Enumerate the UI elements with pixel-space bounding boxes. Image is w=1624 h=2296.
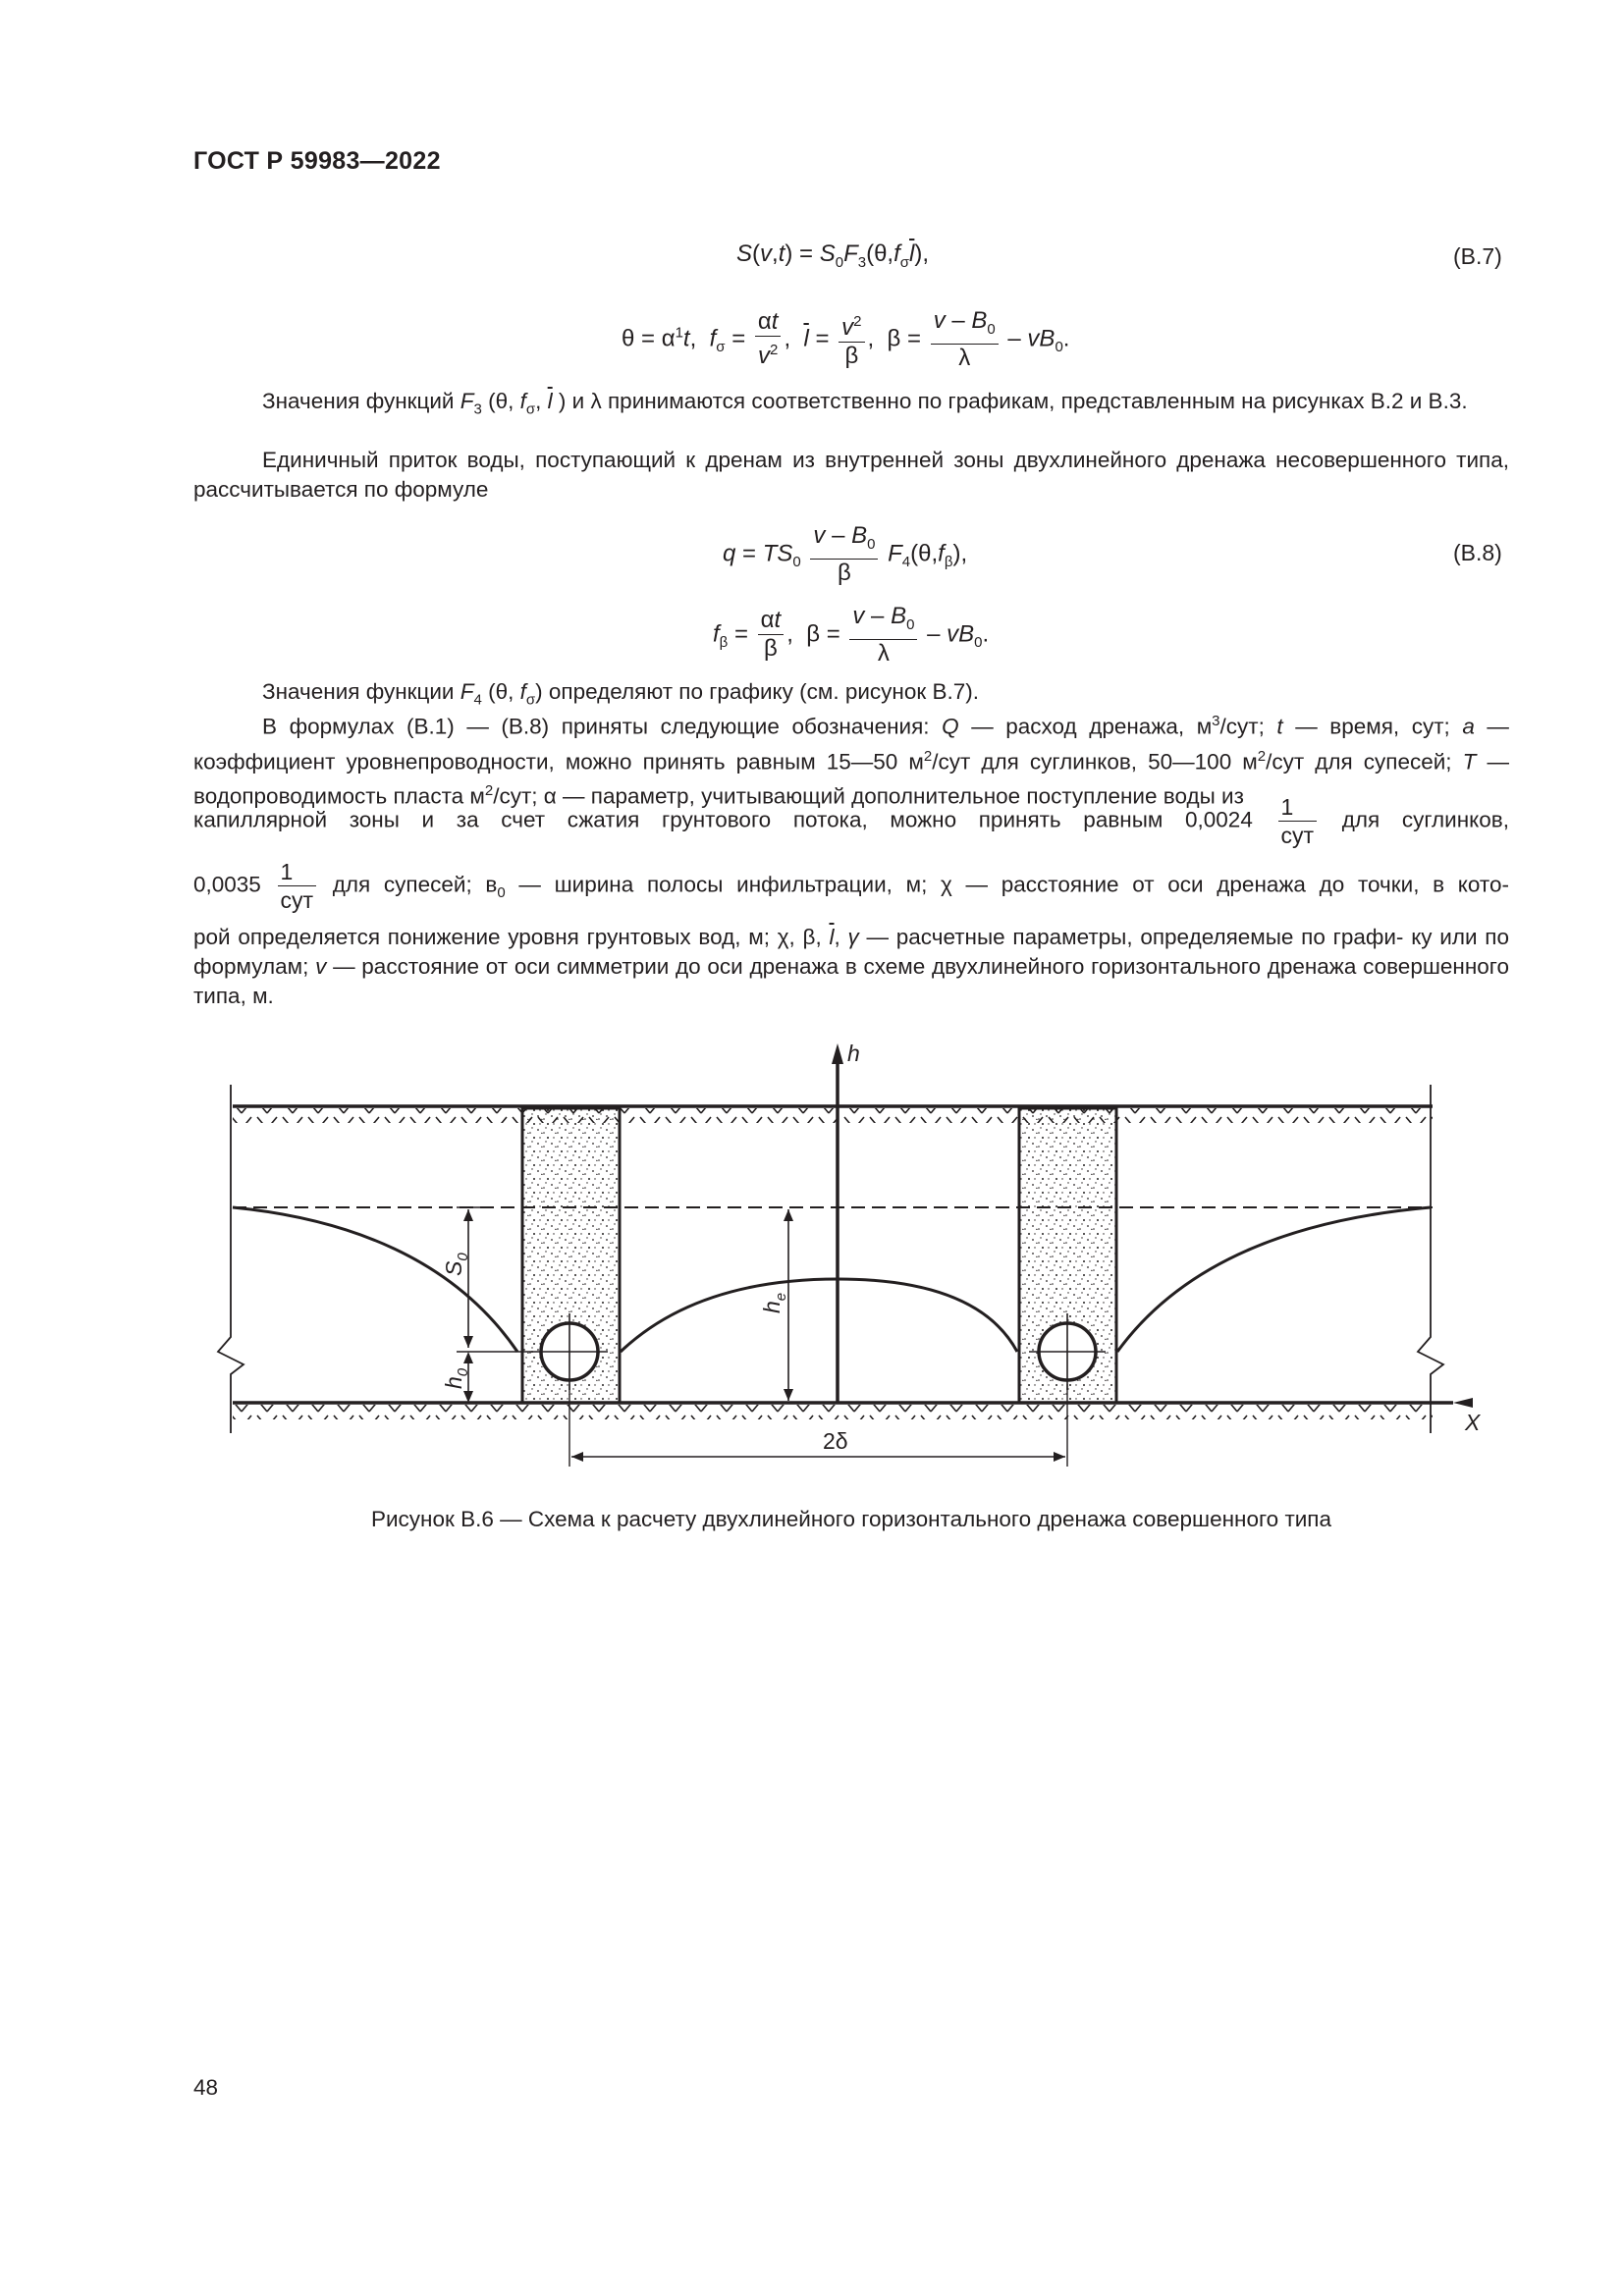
formula-b7-params: $\theta = \alpha^1t$, $f_\sigma$ = $\frac{\alpha t}{v^2}$ , $\overline{l}$ = $\frac{v^2}{\beta}$ , β = $\frac{v - B_0}{\lambda}$ – $vB_0$. — [622, 307, 1070, 371]
formula-b8: $q = TS_0$ $\frac{v - B_0}{\beta}$ $F_4(\theta,f_\beta)$, — [723, 522, 968, 586]
two-delta-label: 2δ — [823, 1428, 848, 1454]
he-label: $h_e$ — [759, 1292, 789, 1313]
paragraph-notation-line-5: 0,0035 $\frac{1}{\text{сут}}$ для супесей; $в_0$ — ширина полосы инфильтрации, м; χ — расстояние от оси дренажа до точки, в кото- — [193, 859, 1509, 913]
right-break-line — [1418, 1085, 1443, 1433]
paragraph-functions-f3: Значения функций $F_3$ (θ, $f_\sigma$, $\overline{l}$ ) и λ принимаются соответственно по графикам, представленным на рисунках В.2 и В.3. — [262, 389, 1468, 418]
paragraph-unit-inflow: Единичный приток воды, поступающий к дренам из внутренней зоны двухлинейного дренажа несовершенного типа, рассчитывается по формуле — [193, 448, 1509, 502]
x-axis-label: X — [1465, 1410, 1481, 1435]
document-header: ГОСТ Р 59983—2022 — [193, 147, 441, 175]
formula-b7-number: (В.7) — [1453, 243, 1502, 269]
inner-depression-curve — [621, 1279, 1017, 1352]
left-break-line — [218, 1085, 244, 1433]
paragraph-notation-line-6: рой определяется понижение уровня грунтовых вод, м; χ, β, $\overline{l}$, γ — расчетные параметры, определяемые по графи- ку или по формулам; v — расстояние от оси симметрии до оси дренажа в схеме двухлинейного горизонтального дренажа совершенного типа, м. — [193, 925, 1509, 1008]
paragraph-notation: В формулах (В.1) — (В.8) приняты следующие обозначения: Q — расход дренажа, $м^3$/сут; t — время, сут; а — коэффициент уровнепроводности, можно принять равным 15—50 $м^2$/сут для суглинков, 50—100 $м^2$/сут для супесей; Т — водопроводимость пласта $м^2$/сут; α — параметр, учитывающий дополнительное поступление воды из — [193, 713, 1509, 809]
h-axis-label: h — [847, 1041, 860, 1066]
paragraph-notation-line-4: капиллярной зоны и за счет сжатия грунтового потока, можно принять равным 0,0024 $\frac{1}{\text{сут}}$ для суглинков, — [193, 794, 1509, 848]
formula-b8-params: $f_\beta$ = $\frac{\alpha t}{\beta}$ , β = $\frac{v - B_0}{\lambda}$ – $vB_0$. — [713, 603, 990, 667]
impermeable-base-hatch — [233, 1405, 1433, 1419]
left-depression-curve — [233, 1207, 517, 1352]
h-axis-arrow — [832, 1043, 843, 1064]
s0-label: $S_0$ — [441, 1253, 471, 1276]
h0-label: $h_0$ — [441, 1367, 471, 1389]
top-surface-hatch — [233, 1108, 1433, 1123]
figure-caption: Рисунок В.6 — Схема к расчету двухлинейного горизонтального дренажа совершенного типа — [370, 1507, 1332, 1531]
right-depression-curve — [1117, 1207, 1431, 1352]
formula-b8-number: (В.8) — [1453, 540, 1502, 565]
formula-b7: $S(v,t) = S_0F_3(\theta,f_\sigma\overline{l})$, — [736, 240, 930, 271]
paragraph-function-f4: Значения функции $F_4$ (θ, $f_\sigma$) определяют по графику (см. рисунок В.7). — [262, 679, 979, 709]
x-axis-arrow — [1453, 1398, 1473, 1408]
page-number: 48 — [193, 2075, 219, 2100]
